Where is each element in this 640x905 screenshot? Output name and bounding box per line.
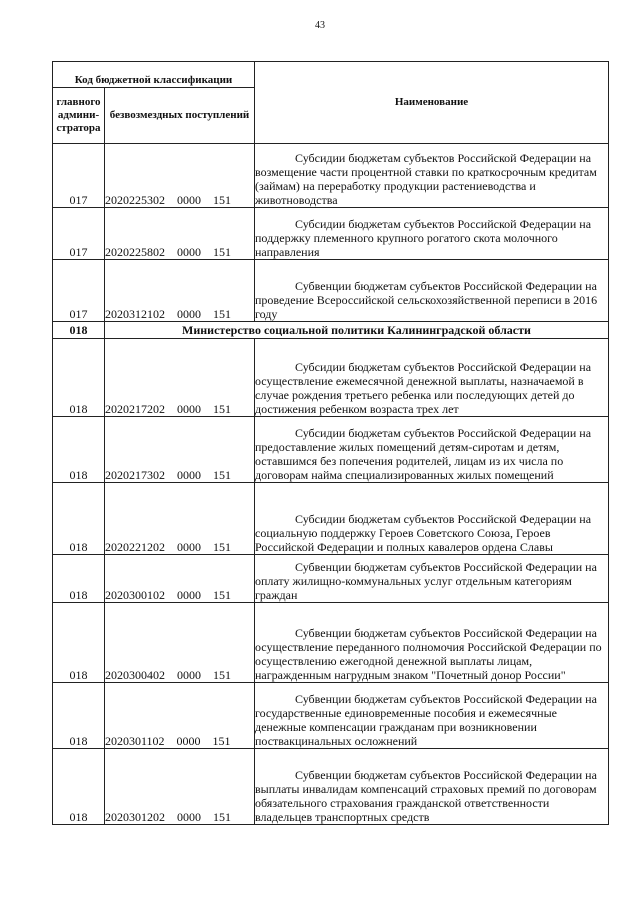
table-row [53, 339, 609, 417]
budget-code: 2020300102 0000 151 [105, 555, 255, 603]
table-row [53, 749, 609, 825]
admin-code: 018 [53, 603, 105, 683]
admin-code: 018 [53, 555, 105, 603]
admin-code: 018 [53, 417, 105, 483]
budget-code: 2020312102 0000 151 [105, 260, 255, 322]
item-name: Субвенции бюджетам субъектов Российской Федерации на государственные единовременные пособия и ежемесячные денежные компенсации гражданам при возникновении поствакцинальных осложнений [255, 683, 609, 749]
budget-code: 2020221202 0000 151 [105, 483, 255, 555]
budget-code: 2020301202 0000 151 [105, 749, 255, 825]
table-row [53, 417, 609, 483]
admin-code: 018 [53, 483, 105, 555]
item-name: Субсидии бюджетам субъектов Российской Федерации на поддержку племенного крупного рогатого скота молочного направления [255, 208, 609, 260]
admin-code: 017 [53, 260, 105, 322]
budget-code: 2020301102 0000 151 [105, 683, 255, 749]
budget-code: 2020225802 0000 151 [105, 208, 255, 260]
table-row [53, 144, 609, 208]
page-number: 43 [315, 20, 325, 31]
budget-code: 2020300402 0000 151 [105, 603, 255, 683]
item-name: Субвенции бюджетам субъектов Российской Федерации на выплаты инвалидам компенсаций страховых премий по договорам обязательного страхования гражданской ответственности владельцев транспортных средств [255, 749, 609, 825]
ministry-name: Министерство социальной политики Калининградской области [105, 322, 609, 339]
header-name: Наименование [255, 62, 609, 144]
admin-code: 017 [53, 144, 105, 208]
budget-code: 2020217202 0000 151 [105, 339, 255, 417]
item-name: Субсидии бюджетам субъектов Российской Федерации на возмещение части процентной ставки по краткосрочным кредитам (займам) на переработку продукции растениеводства и животноводства [255, 144, 609, 208]
admin-code: 017 [53, 208, 105, 260]
item-name: Субсидии бюджетам субъектов Российской Федерации на осуществление ежемесячной денежной выплаты, назначаемой в случае рождения третьего ребенка или последующих детей до достижения ребенком возраста трех лет [255, 339, 609, 417]
table-row [53, 603, 609, 683]
header-code: безвозмездных поступлений [105, 88, 255, 144]
item-name: Субвенции бюджетам субъектов Российской Федерации на осуществление переданного полномочия Российской Федерации по осуществлению ежегодной денежной выплаты лицам, награжденным нагрудным знаком "Почетный донор России" [255, 603, 609, 683]
item-name: Субсидии бюджетам субъектов Российской Федерации на предоставление жилых помещений детям-сиротам и детям, оставшимся без попечения родителей, лицам из их числа по договорам найма специализированных жилых помещений [255, 417, 609, 483]
ministry-row [53, 322, 609, 339]
header-admin: главного админи-стратора [53, 88, 105, 144]
budget-code: 2020217302 0000 151 [105, 417, 255, 483]
budget-classification-table [52, 61, 609, 825]
item-name: Субвенции бюджетам субъектов Российской Федерации на оплату жилищно-коммунальных услуг отдельным категориям граждан [255, 555, 609, 603]
budget-code: 2020225302 0000 151 [105, 144, 255, 208]
table-row [53, 260, 609, 322]
admin-code: 018 [53, 339, 105, 417]
ministry-admin-code: 018 [53, 322, 105, 339]
table-row [53, 555, 609, 603]
table-row [53, 683, 609, 749]
header-classification-code: Код бюджетной классификации [53, 62, 255, 88]
item-name: Субвенции бюджетам субъектов Российской Федерации на проведение Всероссийской сельскохозяйственной переписи в 2016 году [255, 260, 609, 322]
admin-code: 018 [53, 749, 105, 825]
table-row [53, 483, 609, 555]
admin-code: 018 [53, 683, 105, 749]
item-name: Субсидии бюджетам субъектов Российской Федерации на социальную поддержку Героев Советского Союза, Героев Российской Федерации и полных кавалеров ордена Славы [255, 483, 609, 555]
table-row [53, 208, 609, 260]
